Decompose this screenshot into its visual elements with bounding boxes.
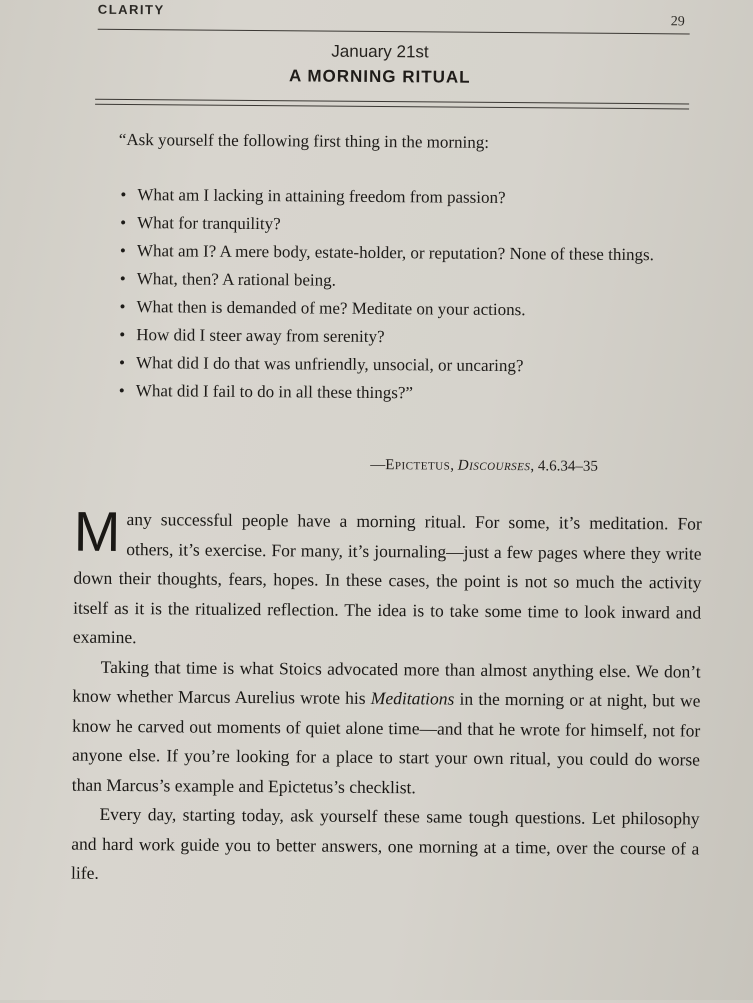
page-number: 29 — [670, 14, 685, 30]
attribution-separator: , — [450, 457, 458, 474]
commentary — [70, 499, 702, 893]
entry-date: January 21st — [331, 41, 429, 62]
running-head: CLARITY — [97, 1, 165, 18]
list-item: • What, then? A rational being. — [120, 265, 700, 298]
title-rule-bottom — [95, 104, 689, 110]
quote-attribution — [370, 457, 598, 476]
entry-title: A MORNING RITUAL — [288, 66, 471, 87]
attribution-dash: — — [370, 456, 386, 474]
attribution-work: Discourses — [457, 457, 531, 475]
attribution-author: Epictetus — [385, 457, 451, 474]
quote-intro: “Ask yourself the following first thing in the morning: — [118, 129, 490, 152]
paragraph-2-text-b: in the morning or at night, but we know he carved out moments of quiet alone time—and that he wrote for himself, not for anyone else. If you’re looking for a place to start your own ritual, you could do worse than Marcus’s example and Epictetus’s checklist. — [71, 688, 701, 797]
list-item: • What for tranquility? — [120, 209, 700, 242]
attribution-reference: , 4.6.34–35 — [530, 458, 599, 475]
question-list — [119, 181, 701, 410]
list-item: • How did I steer away from serenity? — [119, 321, 699, 354]
list-item: • What am I? A mere body, estate-holder, or reputation? None of these things. — [120, 237, 700, 270]
paragraph-1-text: any successful people have a morning ritual. For some, it’s meditation. For others, it’s exercise. For many, it’s journaling—just a few pages where they write down their thoughts, fears, hopes. In these cases, the point is not so much the activity itself as it is the ritualized reflection. The idea is to take some time to look inward and examine. — [72, 509, 702, 648]
paragraph-2-text-a: Taking that time is what Stoics advocated more than almost anything else. We don’t know whether Marcus Aurelius wrote his — [72, 656, 701, 708]
list-item: • What did I fail to do in all these things?” — [119, 377, 699, 410]
drop-cap: M — [73, 499, 121, 563]
paragraph-3: Every day, starting today, ask yourself these same tough questions. Let philosophy and hard work guide you to better answers, one morning at a time, over the course of a life. — [70, 803, 700, 883]
list-item: • What did I do that was unfriendly, unsocial, or uncaring? — [119, 349, 699, 382]
paragraph-1 — [72, 499, 702, 657]
book-title-meditations: Meditations — [370, 687, 455, 709]
list-item: • What then is demanded of me? Meditate on your actions. — [119, 293, 699, 326]
list-item: • What am I lacking in attaining freedom from passion? — [120, 181, 700, 214]
paragraph-2 — [72, 652, 701, 804]
header-rule — [98, 29, 690, 35]
